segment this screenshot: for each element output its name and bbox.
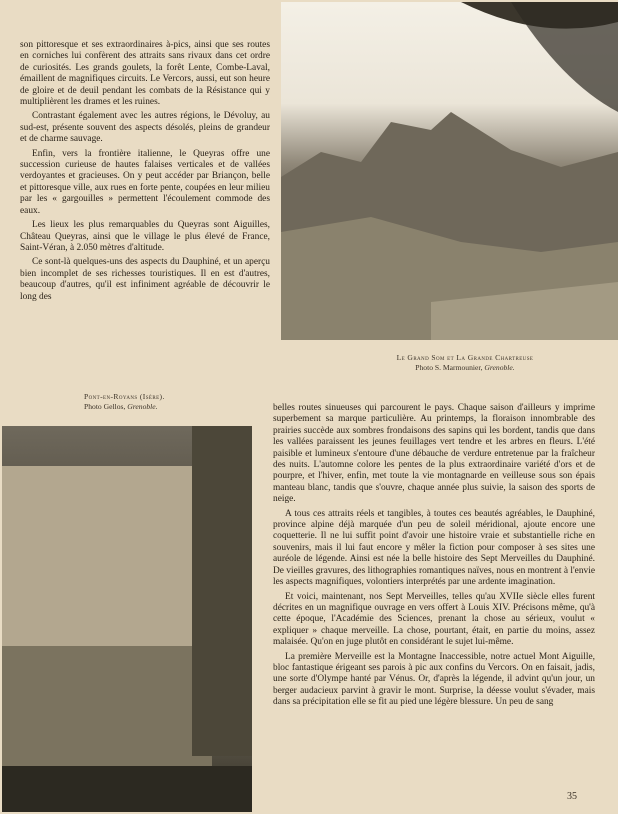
left-text-column	[20, 40, 270, 306]
page-number: 35	[567, 791, 577, 802]
caption-credit: Photo S. Marmounier, Grenoble.	[415, 362, 515, 372]
paragraph: Ce sont-là quelques-uns des aspects du Dauphiné, et un aperçu bien incomplet de ses richesses touristiques. Il en est d'autres, beaucoup d'autres, qu'il est infiniment agréable de découvrir le long des	[20, 257, 270, 302]
paragraph: belles routes sinueuses qui parcourent le pays. Chaque saison d'ailleurs y imprime superbement sa marque particulière. Au printemps, la floraison innombrable des prairies succède aux sombres frondaisons des sapins qui les bordent, tandis que dans les vallées paraissent les jeunes feuillages vert tendre et les arbres en fleurs. L'été paisible et lumineux s'entoure d'une débauche de verdure entretenue par la fraîcheur des nuits. L'automne colore les pentes de la plus extraordinaire variété d'ors et de pourpre, et l'hiver, enfin, met toute la vie montagnarde en veilleuse sous son épais manteau blanc, tandis que s'ouvre, chaque année plus suivie, la saison des sports de neige.	[273, 403, 595, 505]
caption-village	[84, 392, 284, 411]
paragraph: Les lieux les plus remarquables du Queyras sont Aiguilles, Château Queyras, ainsi que le village le plus élevé de France, Saint-Véran, à 2.050 mètres d'altitude.	[20, 220, 270, 253]
paragraph: A tous ces attraits réels et tangibles, à toutes ces beautés agréables, le Dauphiné, province alpine déjà marquée d'un peu de soleil méridional, ajoute encore une coquetterie. Il ne lui suffit point d'avoir une histoire vraie et substantielle riche en souvenirs, mais il lui faut encore y mêler la fiction pour composer à ses sites une auréole de légende. Ainsi est née la belle histoire des Sept Merveilles du Dauphiné. De vieilles gravures, des lithographies romantiques naïves, nous en montrent à l'envie les aspects magnifiques, volontiers interprétés par une ardente imagination.	[273, 508, 595, 588]
caption-title: Le Grand Som et La Grande Chartreuse	[396, 353, 534, 362]
paragraph: Enfin, vers la frontière italienne, le Queyras offre une succession curieuse de hautes falaises verticales et de vallées verdoyantes et gracieuses. On y peut accéder par Briançon, belle et pittoresque ville, aux rues en forte pente, coupées en leur milieu par les « gargouilles » permettent l'écoulement commode des eaux.	[20, 148, 270, 216]
caption-mountain	[340, 353, 590, 372]
photo-grand-som	[281, 2, 618, 340]
paragraph: La première Merveille est la Montagne Inaccessible, notre actuel Mont Aiguille, bloc fantastique érigeant ses parois à pic aux confins du Vercors. On en faisait, jadis, une sorte d'Olympe hanté par Vénus. Or, d'après la légende, il advint qu'un jour, un berger audacieux parvint à gravir le mont. Surprise, la déesse voulut s'évader, mais dans sa précipitation elle se fit au pied une légère blessure. Un peu de sang	[273, 651, 595, 708]
photo-pont-en-royans	[2, 426, 252, 812]
caption-title: Pont-en-Royans (Isère).	[84, 392, 165, 401]
right-text-column	[273, 403, 595, 712]
paragraph: Contrastant également avec les autres régions, le Dévoluy, au sud-est, présente souvent des aspects désolés, pleins de grandeur et de charme sauvage.	[20, 111, 270, 145]
paragraph: son pittoresque et ses extraordinaires à-pics, ainsi que ses routes en corniches lui confèrent des attraits sans rivaux dans cet ordre de curiosités. Les grands goulets, la forêt Lente, Combe-Laval, émaillent de magnifiques circuits. Le Vercors, aussi, eut son heure de gloire et de deuil pendant les combats de la Résistance qui y multiplièrent les drames et les ruines.	[20, 40, 270, 108]
caption-credit: Photo Gellos, Grenoble.	[84, 401, 158, 411]
paragraph: Et voici, maintenant, nos Sept Merveilles, telles qu'au XVIIe siècle elles furent décrites en un magnifique ouvrage en vers offert à Louis XIV. Précisons même, qu'à cette époque, l'Académie des Sciences, prenant la chose au sérieux, voulut « expliquer » chaque merveille. La chose, pourtant, était, en partie du moins, assez malaisée. Qu'on en juge plutôt en considérant le sujet lui-même.	[273, 591, 595, 648]
